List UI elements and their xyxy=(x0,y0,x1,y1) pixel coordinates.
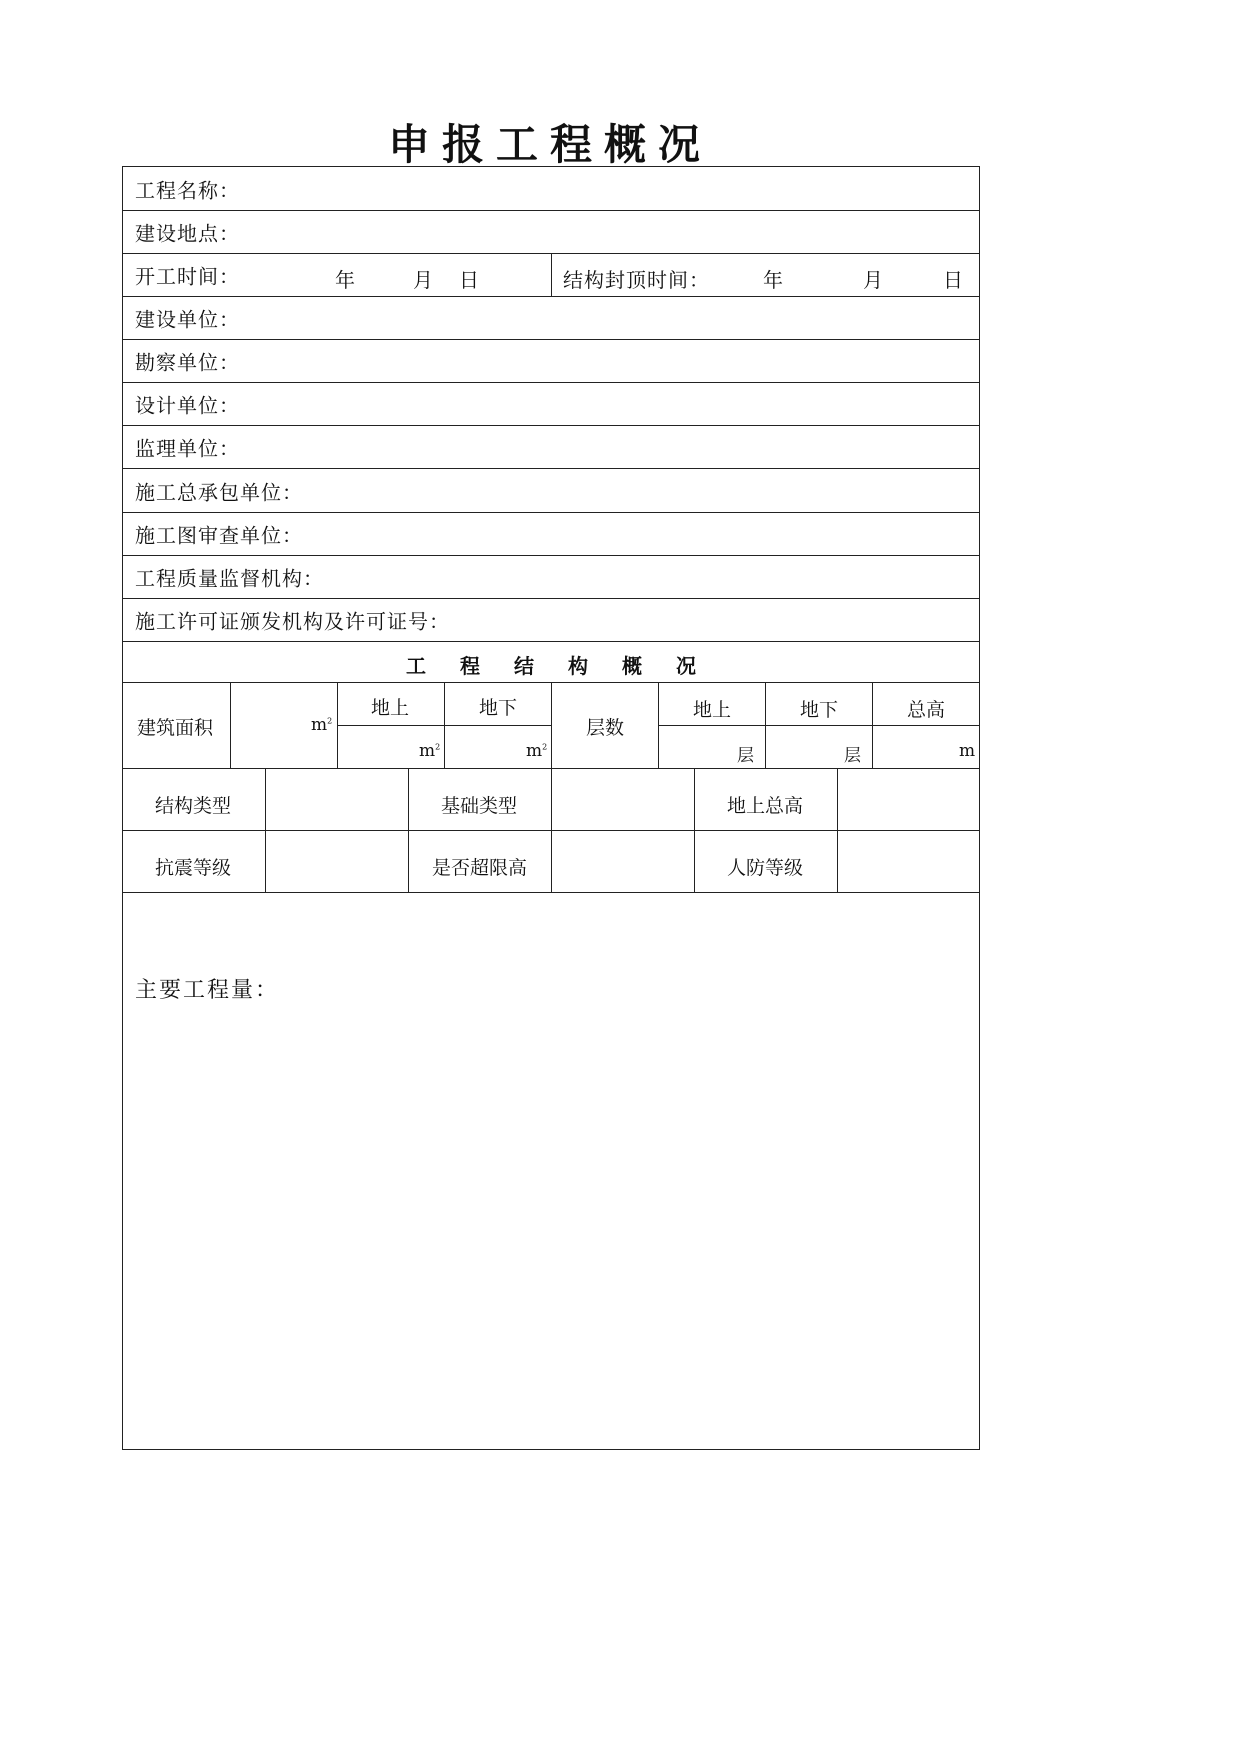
area-floors-grid xyxy=(123,683,979,769)
above-total-height-value[interactable] xyxy=(838,769,979,830)
over-height-label: 是否超限高 xyxy=(432,857,528,879)
foundation-type-label: 基础类型 xyxy=(441,795,518,817)
floors-above-unit: 层 xyxy=(737,746,754,766)
above-total-height-label: 地上总高 xyxy=(727,795,804,817)
grid-line xyxy=(408,831,409,892)
dates-divider xyxy=(551,254,552,296)
quality-supervision-label: 工程质量监督机构： xyxy=(135,566,324,591)
project-name-row[interactable] xyxy=(123,167,979,211)
grid-line xyxy=(337,725,551,726)
survey-label: 勘察单位： xyxy=(135,350,240,375)
general-contractor-label: 施工总承包单位： xyxy=(135,480,303,504)
below-ground-area-unit: $m^2$ xyxy=(526,741,548,761)
total-height-label: 总高 xyxy=(907,699,946,721)
developer-label: 建设单位： xyxy=(135,307,240,332)
civil-defense-label: 人防等级 xyxy=(727,857,804,879)
page-title: 申报工程概况 xyxy=(387,120,712,169)
structure-section-header xyxy=(123,642,979,683)
grid-line xyxy=(694,831,695,892)
topping-month-label: 月 xyxy=(863,268,883,292)
below-ground-area-label: 地下 xyxy=(479,697,518,719)
grid-line xyxy=(408,769,409,830)
foundation-type-value[interactable] xyxy=(552,769,693,830)
above-ground-area-unit: $m^2$ xyxy=(419,741,441,761)
start-day-label: 日 xyxy=(459,268,479,292)
general-contractor-row[interactable] xyxy=(123,469,979,513)
structure-section-title: 工程结构概况 xyxy=(406,654,730,678)
area-unit: $m^2$ xyxy=(311,715,333,735)
grid-line xyxy=(551,683,552,768)
total-height-unit: m xyxy=(959,741,976,761)
structure-type-label: 结构类型 xyxy=(155,795,232,817)
design-row[interactable] xyxy=(123,383,979,426)
developer-row[interactable] xyxy=(123,297,979,340)
design-label: 设计单位： xyxy=(135,393,240,418)
dates-row xyxy=(123,254,979,297)
building-area-label: 建筑面积 xyxy=(137,717,214,739)
topping-time-label: 结构封顶时间： xyxy=(563,268,710,292)
location-row[interactable] xyxy=(123,211,979,254)
civil-defense-value[interactable] xyxy=(838,831,979,892)
topping-day-label: 日 xyxy=(943,268,963,292)
grid-line xyxy=(230,683,231,768)
floors-below-unit: 层 xyxy=(844,746,861,766)
topping-year-label: 年 xyxy=(763,268,783,292)
start-month-label: 月 xyxy=(413,268,433,292)
supervision-label: 监理单位： xyxy=(135,436,240,461)
drawing-review-row[interactable] xyxy=(123,513,979,556)
structure-type-value[interactable] xyxy=(266,769,407,830)
over-height-value[interactable] xyxy=(552,831,693,892)
floors-label: 层数 xyxy=(586,717,625,739)
permit-label: 施工许可证颁发机构及许可证号： xyxy=(135,609,450,634)
start-time-label: 开工时间： xyxy=(135,264,240,289)
project-name-label: 工程名称： xyxy=(135,178,240,202)
quality-supervision-row[interactable] xyxy=(123,556,979,599)
drawing-review-label: 施工图审查单位： xyxy=(135,523,303,548)
start-year-label: 年 xyxy=(335,268,355,292)
grid-line xyxy=(658,725,979,726)
survey-row[interactable] xyxy=(123,340,979,383)
permit-row[interactable] xyxy=(123,599,979,642)
application-form xyxy=(122,166,980,1450)
type-row-2 xyxy=(123,831,979,893)
seismic-grade-label: 抗震等级 xyxy=(155,857,232,879)
main-quantities-area[interactable] xyxy=(123,893,979,1449)
location-label: 建设地点： xyxy=(135,221,240,246)
seismic-grade-value[interactable] xyxy=(266,831,407,892)
main-quantities-label: 主要工程量： xyxy=(135,978,280,1003)
floors-below-label: 地下 xyxy=(800,699,839,721)
grid-line xyxy=(694,769,695,830)
type-row-1 xyxy=(123,769,979,831)
supervision-row[interactable] xyxy=(123,426,979,469)
above-ground-area-label: 地上 xyxy=(371,697,410,719)
floors-above-label: 地上 xyxy=(693,699,732,721)
